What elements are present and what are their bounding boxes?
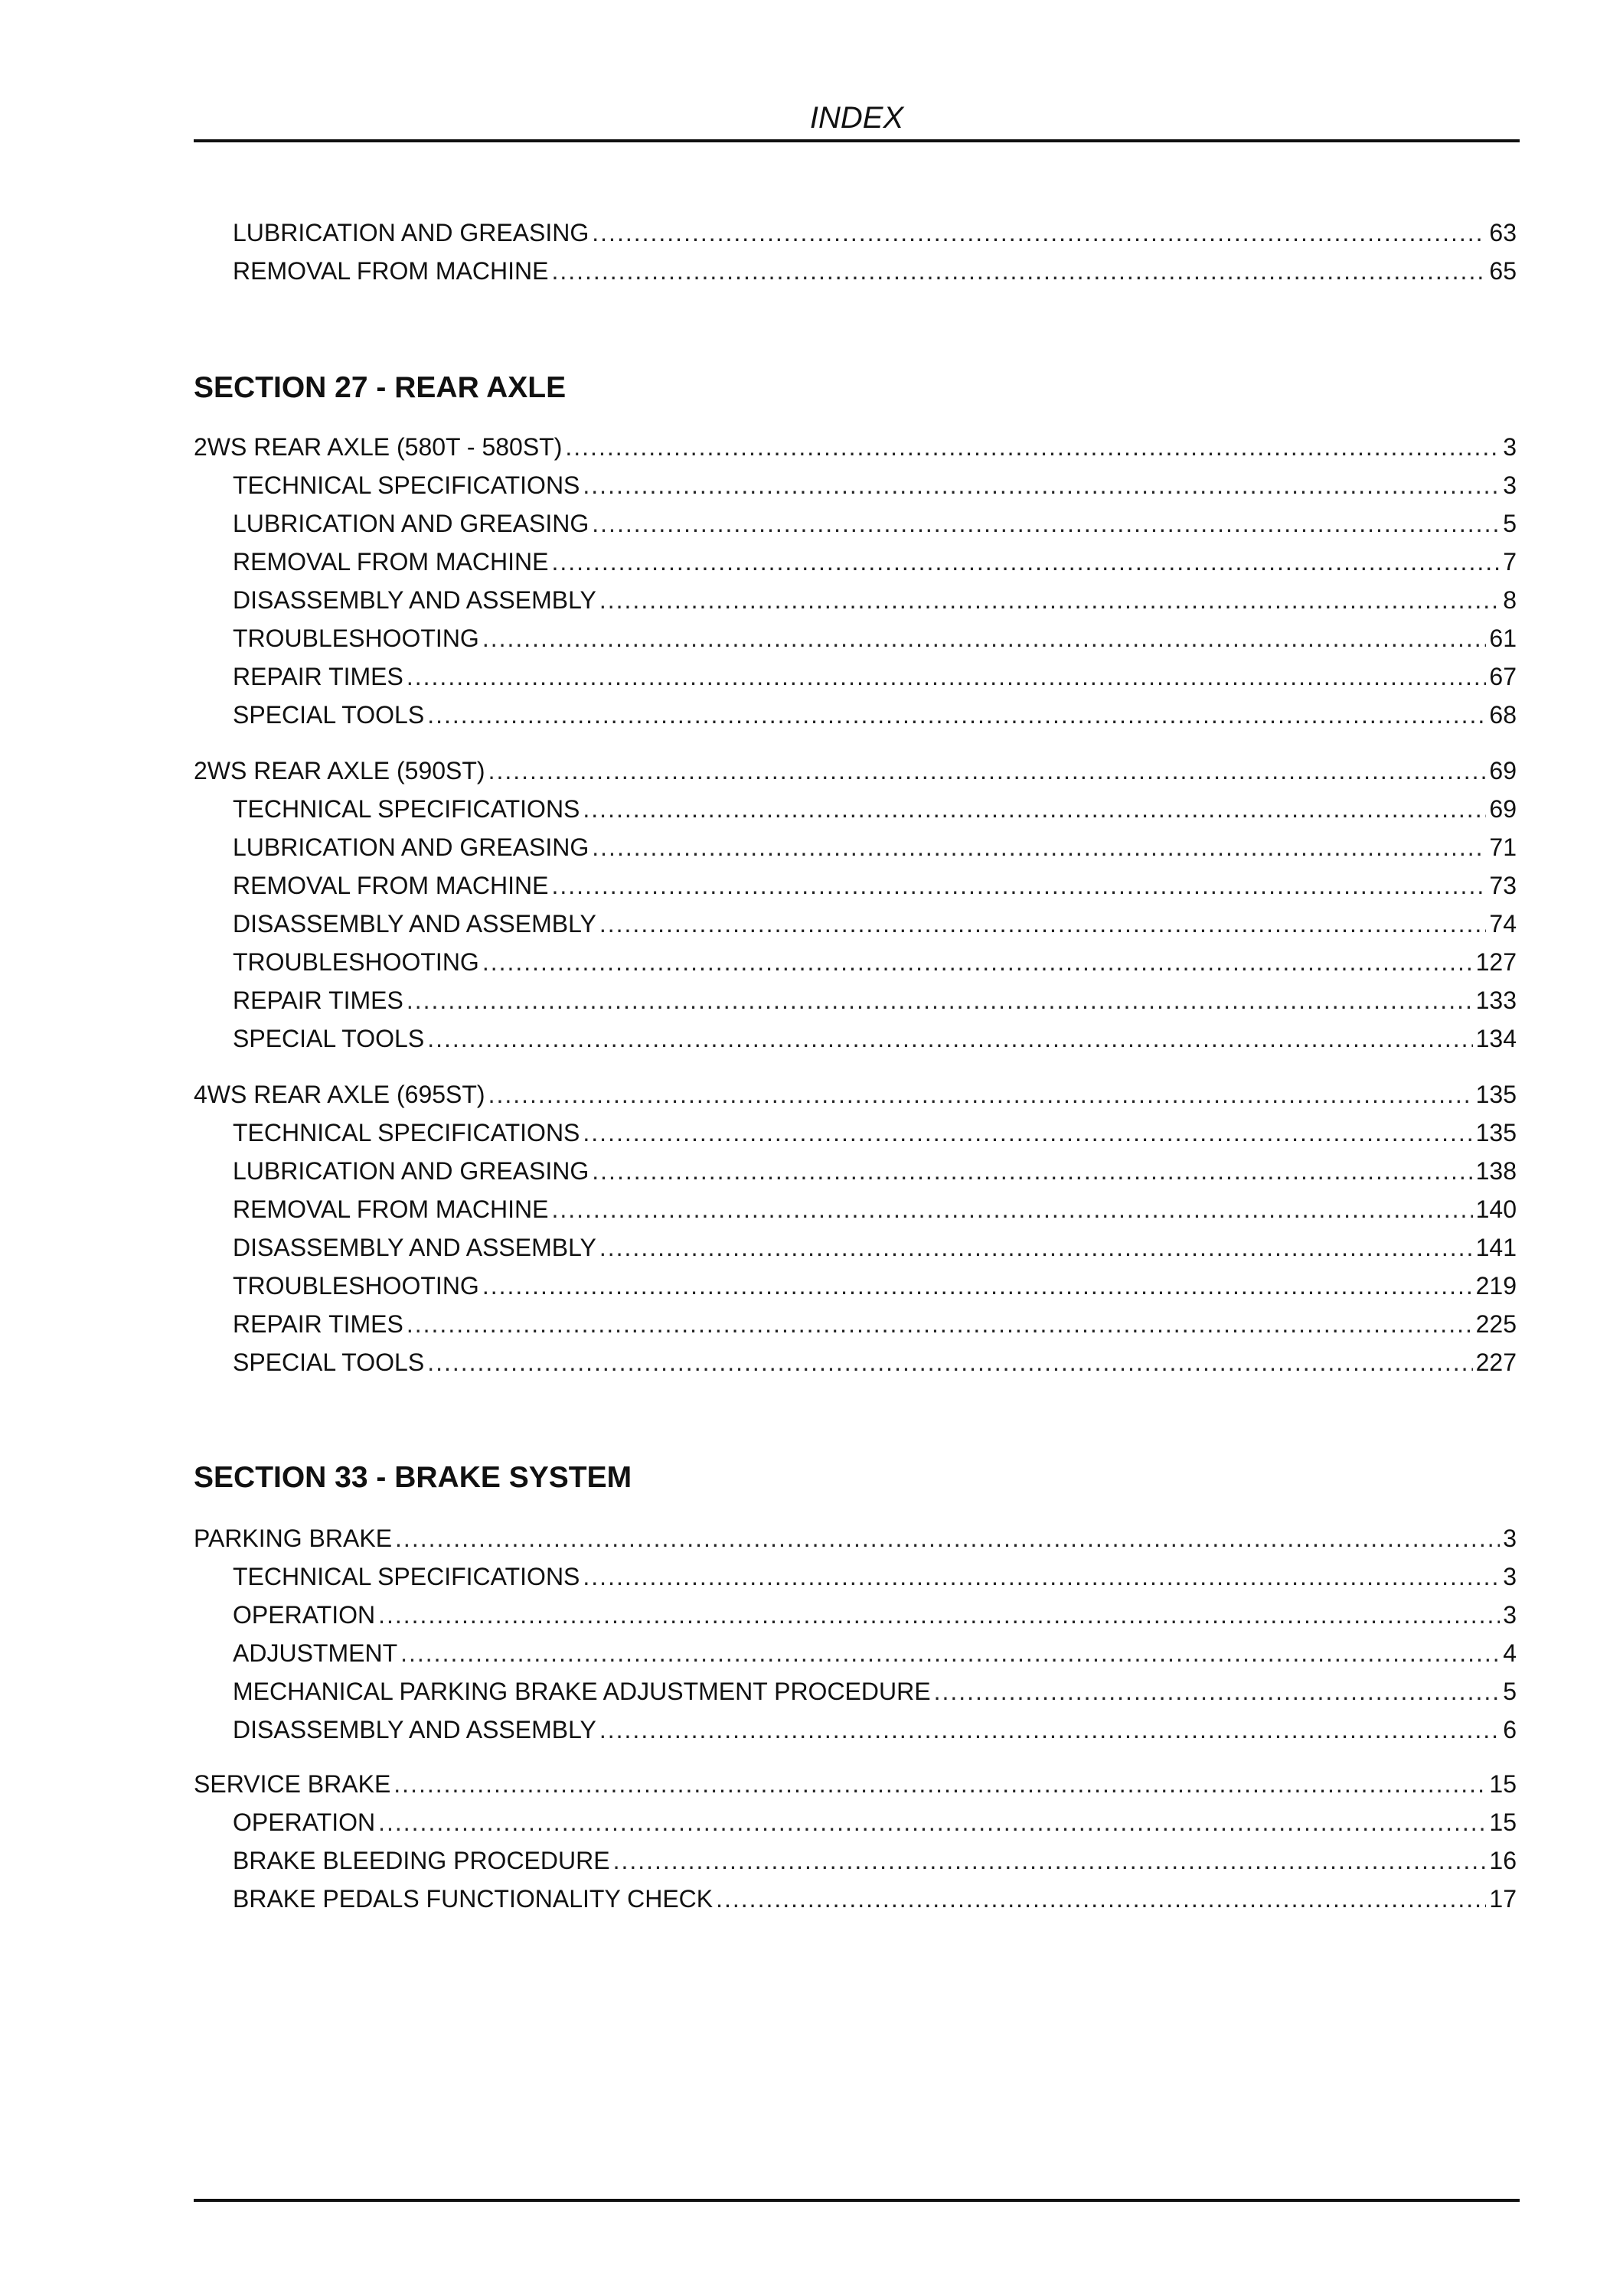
toc-entry-label: 2WS REAR AXLE (580T - 580ST) [194,433,563,461]
leader-dots [583,1114,1472,1152]
section-title: SECTION 27 - REAR AXLE [194,371,567,404]
toc-entry[interactable] [194,214,1520,252]
toc-section [194,370,1520,406]
toc-entry-label: DISASSEMBLY AND ASSEMBLY [233,1716,596,1743]
leader-dots [599,1711,1500,1749]
toc-entry-page: 3 [1503,1563,1517,1590]
toc-entry-label: LUBRICATION AND GREASING [233,1157,589,1185]
toc-entry-page: 135 [1475,1119,1517,1146]
toc-entry[interactable] [194,866,1520,905]
toc-entry-label: REMOVAL FROM MACHINE [233,548,549,576]
toc-entry[interactable] [194,543,1520,581]
toc-entry-page: 3 [1503,1525,1517,1552]
toc-entry-page: 3 [1503,433,1517,461]
toc-entry-label: TROUBLESHOOTING [233,1272,479,1300]
toc-entry[interactable] [194,504,1520,543]
toc-entry-page: 68 [1489,701,1517,729]
toc-entry-label: SPECIAL TOOLS [233,1025,425,1052]
leader-dots [613,1841,1487,1880]
toc-entry[interactable] [194,1152,1520,1190]
toc-entry-page: 67 [1489,663,1517,690]
toc-entry[interactable] [194,943,1520,981]
leader-dots [427,1019,1472,1058]
leader-dots [378,1803,1486,1841]
toc-entry-page: 6 [1503,1716,1517,1743]
leader-dots [599,905,1487,943]
toc-entry-label: DISASSEMBLY AND ASSEMBLY [233,586,596,614]
toc-group [194,1075,1520,1381]
toc-entry-label: DISASSEMBLY AND ASSEMBLY [233,1234,596,1261]
toc-entry-label: OPERATION [233,1808,376,1836]
leader-dots [716,1880,1486,1918]
toc-entry[interactable] [194,1267,1520,1305]
leader-dots [583,1557,1500,1596]
page-header-title: INDEX [809,101,904,135]
toc-entry-label: SPECIAL TOOLS [233,1349,425,1376]
toc-entry-page: 5 [1503,510,1517,537]
toc-entry[interactable] [194,252,1520,290]
leader-dots [565,428,1500,466]
toc-entry-label: TROUBLESHOOTING [233,625,479,652]
toc-entry-label: SERVICE BRAKE [194,1770,391,1798]
leader-dots [592,214,1486,252]
toc-entry[interactable] [194,1190,1520,1228]
toc-entry[interactable] [194,1305,1520,1343]
toc-entry-page: 71 [1489,833,1517,861]
toc-entry-page: 15 [1489,1808,1517,1836]
toc-group-entry[interactable] [194,1519,1520,1557]
toc-entry[interactable] [194,905,1520,943]
leader-dots [592,504,1500,543]
toc-entry[interactable] [194,790,1520,828]
toc-entry-label: TROUBLESHOOTING [233,948,479,976]
leader-dots [400,1634,1500,1672]
toc-entry-page: 138 [1475,1157,1517,1185]
toc-prelude [194,214,1520,290]
toc-entry-page: 127 [1475,948,1517,976]
leader-dots [395,1519,1500,1557]
toc-entry[interactable] [194,828,1520,866]
leader-dots [378,1596,1500,1634]
toc-entry-label: LUBRICATION AND GREASING [233,510,589,537]
toc-entry-label: TECHNICAL SPECIFICATIONS [233,471,580,499]
toc-entry-label: REPAIR TIMES [233,663,403,690]
leader-dots [934,1672,1501,1711]
toc-group [194,428,1520,734]
toc-entry-page: 17 [1489,1885,1517,1913]
leader-dots [551,1190,1472,1228]
leader-dots [592,828,1486,866]
toc-entry-page: 135 [1475,1081,1517,1108]
toc-group [194,752,1520,1058]
leader-dots [482,943,1473,981]
toc-entry-label: TECHNICAL SPECIFICATIONS [233,1563,580,1590]
toc-entry-page: 141 [1475,1234,1517,1261]
toc-entry-page: 69 [1489,757,1517,784]
toc-entry[interactable] [194,1343,1520,1381]
toc-entry-page: 65 [1489,257,1517,285]
toc-group-entry[interactable] [194,428,1520,466]
toc-entry-label: MECHANICAL PARKING BRAKE ADJUSTMENT PROCEDURE [233,1678,931,1705]
leader-dots [599,581,1500,619]
toc-entry-page: 3 [1503,1601,1517,1629]
leader-dots [592,1152,1472,1190]
toc-entry-page: 61 [1489,625,1517,652]
toc-entry[interactable] [194,696,1520,734]
toc-entry-page: 15 [1489,1770,1517,1798]
toc-entry[interactable] [194,1228,1520,1267]
toc-entry-label: 4WS REAR AXLE (695ST) [194,1081,485,1108]
toc-entry-label: REPAIR TIMES [233,1310,403,1338]
leader-dots [482,619,1487,657]
leader-dots [427,696,1486,734]
toc-group-entry[interactable] [194,1075,1520,1114]
toc-entry[interactable] [194,619,1520,657]
toc-entry-label: BRAKE PEDALS FUNCTIONALITY CHECK [233,1885,714,1913]
toc-entry-label: SPECIAL TOOLS [233,701,425,729]
toc-entry[interactable] [194,1803,1520,1841]
toc-entry-label: TECHNICAL SPECIFICATIONS [233,795,580,823]
toc-entry-label: REMOVAL FROM MACHINE [233,257,549,285]
toc-entry-page: 225 [1475,1310,1517,1338]
leader-dots [482,1267,1473,1305]
toc-entry[interactable] [194,466,1520,504]
leader-dots [488,1075,1473,1114]
toc-group-entry[interactable] [194,1765,1520,1803]
toc-entry-label: ADJUSTMENT [233,1639,398,1667]
toc-entry[interactable] [194,1880,1520,1918]
toc-entry-page: 73 [1489,872,1517,899]
leader-dots [583,790,1486,828]
toc-entry-page: 134 [1475,1025,1517,1052]
toc-entry-label: PARKING BRAKE [194,1525,393,1552]
toc-entry-page: 219 [1475,1272,1517,1300]
toc-entry-page: 8 [1503,586,1517,614]
toc-group-entry[interactable] [194,752,1520,790]
toc-entry[interactable] [194,1711,1520,1749]
toc-entry-page: 3 [1503,471,1517,499]
leader-dots [427,1343,1472,1381]
toc-entry-label: 2WS REAR AXLE (590ST) [194,757,485,784]
toc-entry-page: 140 [1475,1195,1517,1223]
toc-entry[interactable] [194,581,1520,619]
toc-entry[interactable] [194,1672,1520,1711]
toc-entry-page: 7 [1503,548,1517,576]
toc-entry-page: 4 [1503,1639,1517,1667]
toc-entry-page: 227 [1475,1349,1517,1376]
toc-entry-label: REMOVAL FROM MACHINE [233,1195,549,1223]
toc-entry-page: 74 [1489,910,1517,938]
toc-entry-label: LUBRICATION AND GREASING [233,219,589,246]
toc-entry[interactable] [194,1596,1520,1634]
toc-entry-page: 69 [1489,795,1517,823]
footer-rule [194,2199,1520,2202]
section-title: SECTION 33 - BRAKE SYSTEM [194,1461,632,1494]
toc-section [194,1460,1520,1495]
leader-dots [394,1765,1486,1803]
header-rule [194,139,1520,142]
toc-entry-page: 16 [1489,1847,1517,1874]
toc-entry-label: BRAKE BLEEDING PROCEDURE [233,1847,610,1874]
leader-dots [551,252,1486,290]
toc-entry-label: TECHNICAL SPECIFICATIONS [233,1119,580,1146]
toc-entry-page: 63 [1489,219,1517,246]
toc-entry[interactable] [194,1019,1520,1058]
leader-dots [407,981,1473,1019]
leader-dots [599,1228,1473,1267]
toc-entry[interactable] [194,1841,1520,1880]
leader-dots [488,752,1487,790]
toc-entry-label: REPAIR TIMES [233,987,403,1014]
leader-dots [407,1305,1473,1343]
toc-entry[interactable] [194,1114,1520,1152]
toc-entry[interactable] [194,1557,1520,1596]
toc-entry-page: 133 [1475,987,1517,1014]
toc-entry-label: OPERATION [233,1601,376,1629]
toc-entry[interactable] [194,981,1520,1019]
toc-entry-label: REMOVAL FROM MACHINE [233,872,549,899]
leader-dots [551,866,1486,905]
leader-dots [583,466,1500,504]
toc-entry[interactable] [194,657,1520,696]
toc-group [194,1765,1520,1918]
leader-dots [407,657,1487,696]
toc-entry-label: DISASSEMBLY AND ASSEMBLY [233,910,596,938]
toc-entry-page: 5 [1503,1678,1517,1705]
leader-dots [551,543,1500,581]
toc-entry-label: LUBRICATION AND GREASING [233,833,589,861]
toc-group [194,1519,1520,1749]
toc-entry[interactable] [194,1634,1520,1672]
